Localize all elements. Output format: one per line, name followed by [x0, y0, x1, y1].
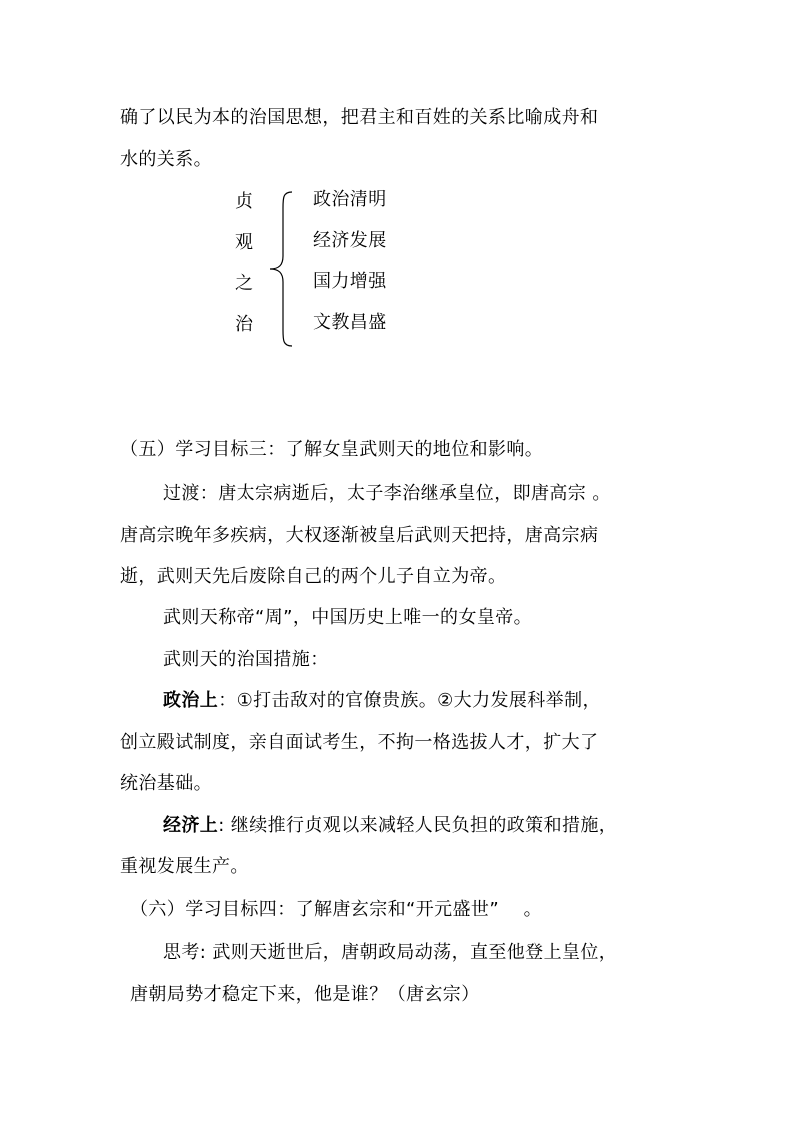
diagram-item: 经济发展 [313, 230, 387, 251]
paragraph-line: 创立殿试制度，亲自面试考生，不拘一格选拔人才，扩大了 [120, 732, 599, 753]
paragraph-line: 唐高宗晚年多疾病，大权逐渐被皇后武则天把持，唐高宗病 [120, 525, 599, 546]
diagram-item: 文教昌盛 [313, 312, 387, 333]
economic-measures-line [163, 814, 617, 838]
economic-text: : 继续推行贞观以来减轻人民负担的政策和措施， [218, 815, 618, 836]
zhenguan-items [313, 188, 387, 352]
paragraph-line: 水的关系。 [120, 149, 212, 170]
paragraph-line: 思考: 武则天逝世后，唐朝政局动荡，直至他登上皇位， [163, 942, 618, 963]
paragraph-line: 统治基础。 [120, 773, 212, 794]
vertical-char: 贞 [235, 191, 253, 212]
political-measures-line [163, 689, 601, 713]
vertical-char: 治 [235, 314, 253, 335]
economic-label: 经济上 [163, 815, 219, 836]
section-heading: （六）学习目标四：了解唐玄宗和“开元盛世” 。 [130, 899, 542, 920]
paragraph-line: 重视发展生产。 [120, 856, 249, 877]
curly-brace-icon [266, 190, 296, 348]
political-text: ：①打击敌对的官僚贵族。②大力发展科举制， [218, 690, 601, 711]
vertical-char: 观 [235, 232, 253, 253]
diagram-item: 政治清明 [313, 189, 387, 210]
political-label: 政治上 [163, 690, 219, 711]
paragraph-line: 唐朝局势才稳定下来，他是谁？（唐玄宗） [130, 984, 480, 1005]
diagram-item: 国力增强 [313, 271, 387, 292]
paragraph-line: 武则天的治国措施： [163, 649, 329, 670]
section-heading: （五）学习目标三：了解女皇武则天的地位和影响。 [120, 439, 544, 460]
zhenguan-title-vertical [232, 190, 256, 354]
paragraph-line: 过渡：唐太宗病逝后，太子李治继承皇位，即唐高宗 。 [163, 483, 611, 504]
vertical-char: 之 [235, 273, 253, 294]
paragraph-line: 逝，武则天先后废除自己的两个儿子自立为帝。 [120, 566, 507, 587]
paragraph-line: 武则天称帝“周”，中国历史上唯一的女皇帝。 [163, 607, 533, 628]
paragraph-line: 确了以民为本的治国思想，把君主和百姓的关系比喻成舟和 [120, 107, 599, 128]
